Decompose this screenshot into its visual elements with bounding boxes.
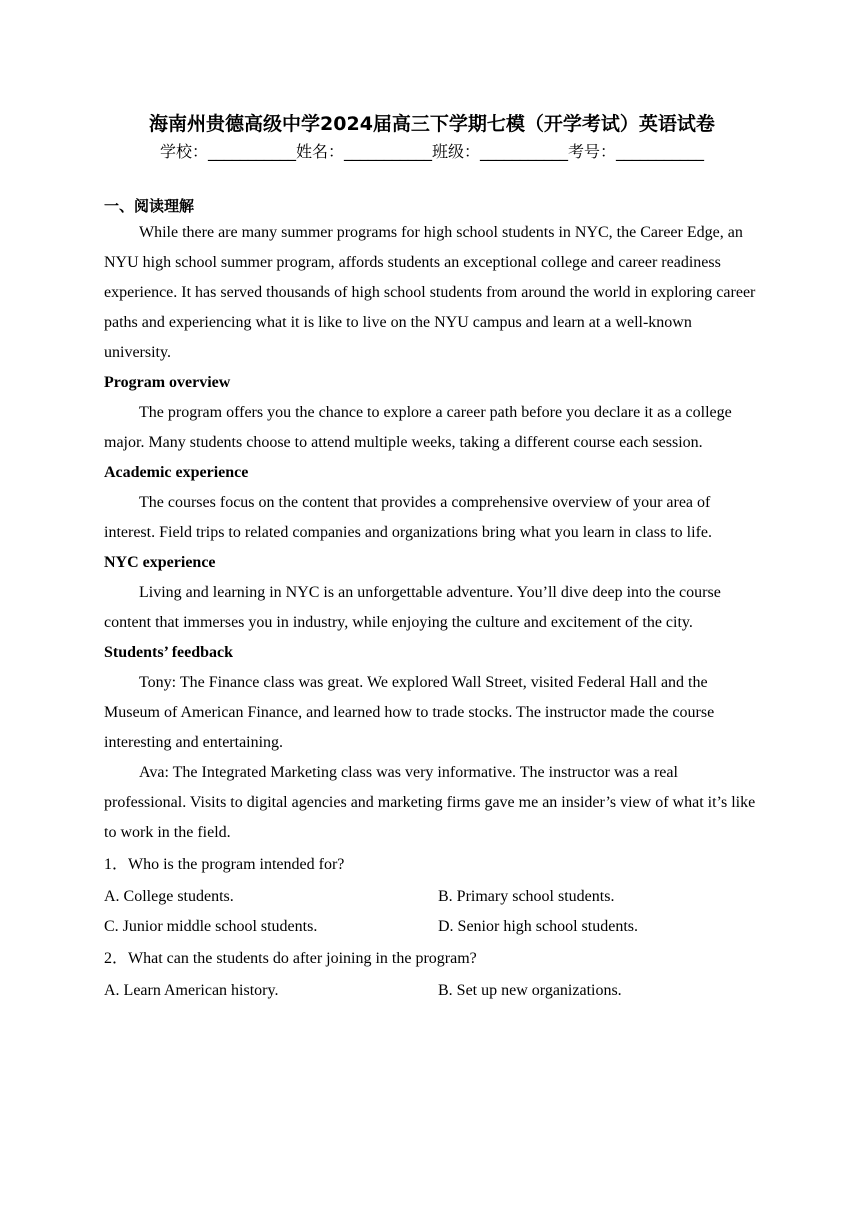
- feedback-ava: Ava: The Integrated Marketing class was very informative. The instructor was a real professional. Visits to digital agencies and marketing firms gave me an insider’s view of what it’s like to work in the field.: [104, 764, 756, 841]
- intro-paragraph: While there are many summer programs for high school students in NYC, the Career Edge, an NYU high school summer program, affords students an exceptional college and career readiness experience. It has served thousands of high school students from around the world in exploring career paths and experiencing what it is like to live on the NYU campus and learn at a well-known university.: [104, 224, 756, 361]
- question-1-option-d[interactable]: D. Senior high school students.: [438, 918, 638, 935]
- student-info-line: 学校：___________姓名：___________班级：___________考号：___________: [159, 142, 704, 161]
- academic-paragraph: The courses focus on the content that provides a comprehensive overview of your area of interest. Field trips to related companies and organizations bring what you learn in class to life.: [104, 494, 712, 541]
- question-1-options: [104, 882, 760, 942]
- academic-heading: Academic experience: [104, 464, 249, 481]
- exam-title: 海南州贵德高级中学2024届高三下学期七模（开学考试）英语试卷: [149, 113, 715, 135]
- question-1-option-c[interactable]: C. Junior middle school students.: [104, 918, 318, 935]
- nyc-paragraph: Living and learning in NYC is an unforgettable adventure. You’ll dive deep into the course content that immerses you in industry, while enjoying the culture and excitement of the city.: [104, 584, 721, 631]
- overview-paragraph: The program offers you the chance to explore a career path before you declare it as a college major. Many students choose to attend multiple weeks, taking a different course each session.: [104, 404, 732, 451]
- question-2-options: [104, 976, 760, 1006]
- feedback-heading: Students’ feedback: [104, 644, 234, 661]
- nyc-heading: NYC experience: [104, 554, 216, 571]
- exam-page: [104, 110, 760, 1006]
- question-2-stem: 2．What can the students do after joining in the program?: [104, 950, 477, 967]
- feedback-tony: Tony: The Finance class was great. We explored Wall Street, visited Federal Hall and the Museum of American Finance, and learned how to trade stocks. The instructor made the course interesting and entertaining.: [104, 674, 715, 751]
- question-2-option-a[interactable]: A. Learn American history.: [104, 982, 279, 999]
- question-1-option-a[interactable]: A. College students.: [104, 888, 234, 905]
- section-heading: 一、阅读理解: [104, 197, 195, 215]
- question-2-option-b[interactable]: B. Set up new organizations.: [438, 982, 622, 999]
- question-1-option-b[interactable]: B. Primary school students.: [438, 888, 615, 905]
- question-1-stem: 1．Who is the program intended for?: [104, 856, 345, 873]
- overview-heading: Program overview: [104, 374, 231, 391]
